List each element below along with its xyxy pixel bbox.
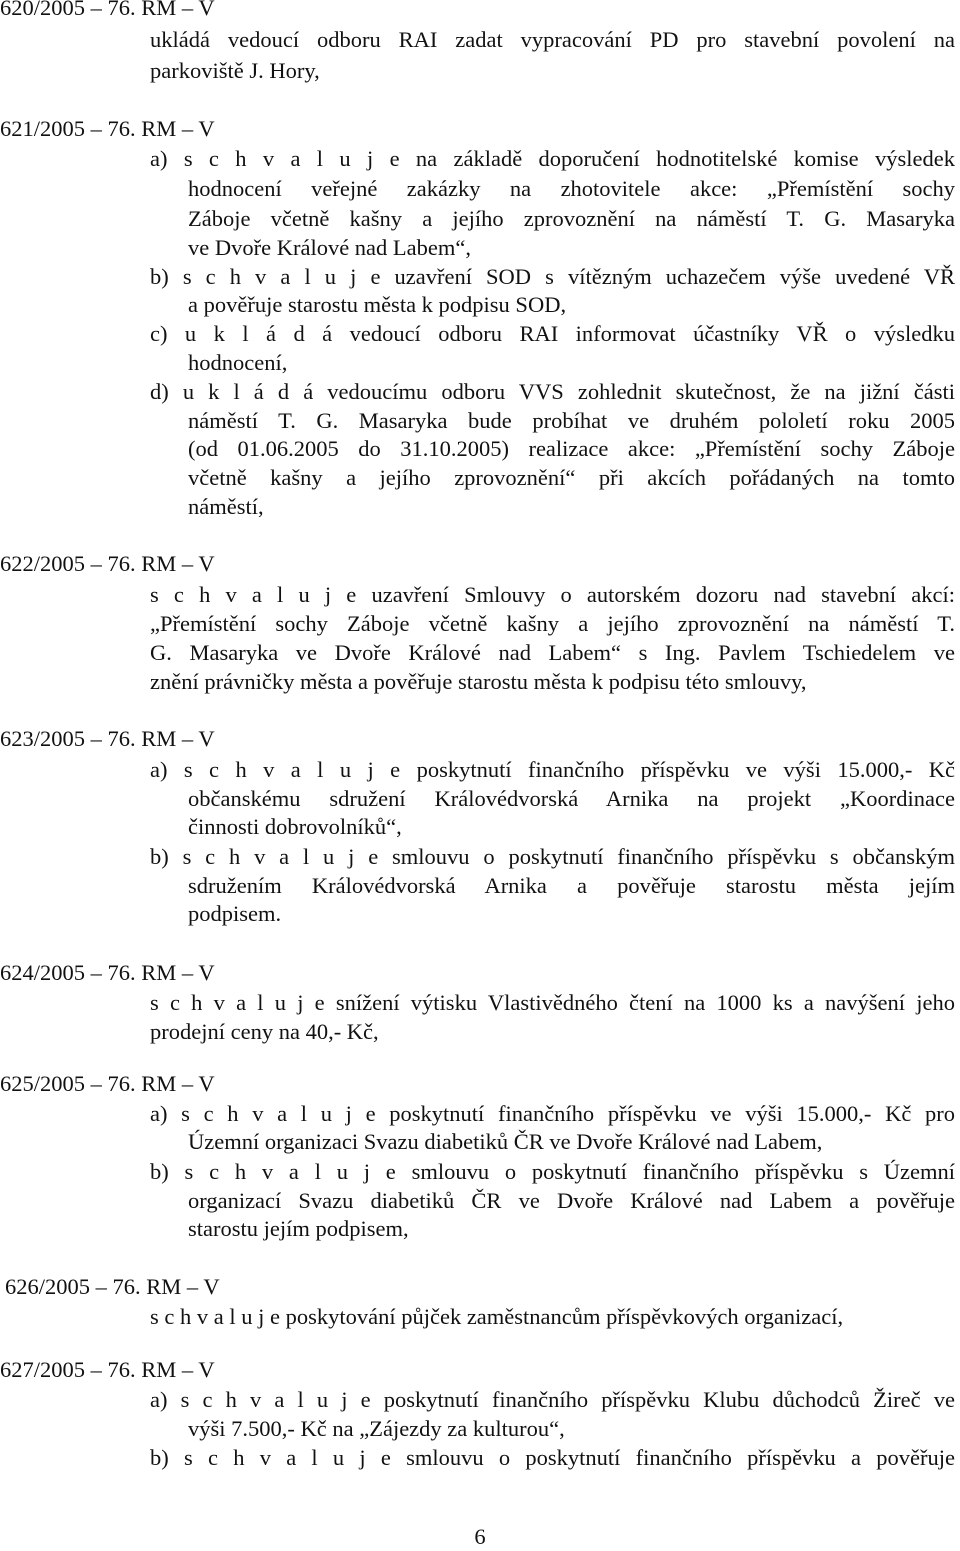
- resolution-line: Záboje včetně kašny a jejího zprovoznění na náměstí T. G. Masaryka: [188, 206, 955, 231]
- resolution-line: organizací Svazu diabetiků ČR ve Dvoře Králové nad Labem a pověřuje: [188, 1188, 955, 1213]
- resolution-line: b) s c h v a l u j e smlouvu o poskytnutí finančního příspěvku a pověřuje: [150, 1445, 955, 1470]
- resolution-line: znění právničky města a pověřuje starostu města k podpisu této smlouvy,: [150, 669, 807, 694]
- resolution-line: ve Dvoře Králové nad Labem“,: [188, 235, 471, 260]
- resolution-line: sdružením Královédvorská Arnika a pověřuje starostu města jejím: [188, 873, 955, 898]
- resolution-line: včetně kašny a jejího zprovoznění“ při akcích pořádaných na tomto: [188, 465, 955, 490]
- resolution-line: a) s c h v a l u j e na základě doporučení hodnotitelské komise výsledek: [150, 146, 955, 171]
- resolution-line: parkoviště J. Hory,: [150, 58, 320, 83]
- resolution-line: Územní organizaci Svazu diabetiků ČR ve Dvoře Králové nad Labem,: [188, 1129, 823, 1154]
- resolution-line: s c h v a l u j e uzavření Smlouvy o autorském dozoru nad stavební akcí:: [150, 582, 955, 607]
- page-number: 6: [474, 1524, 486, 1549]
- resolution-line: ukládá vedoucí odboru RAI zadat vypracování PD pro stavební povolení na: [150, 27, 955, 52]
- resolution-line: a) s c h v a l u j e poskytnutí finančního příspěvku Klubu důchodců Žireč ve: [150, 1387, 955, 1412]
- resolution-header: 623/2005 – 76. RM – V: [0, 726, 215, 751]
- resolution-header: 621/2005 – 76. RM – V: [0, 116, 215, 141]
- resolution-line: s c h v a l u j e poskytování půjček zaměstnancům příspěvkových organizací,: [150, 1304, 844, 1329]
- resolution-line: starostu jejím podpisem,: [188, 1216, 409, 1241]
- resolution-line: b) s c h v a l u j e smlouvu o poskytnutí finančního příspěvku s občanským: [150, 844, 955, 869]
- resolution-line: s c h v a l u j e snížení výtisku Vlastivědného čtení na 1000 ks a navýšení jeho: [150, 990, 955, 1015]
- resolution-line: činnosti dobrovolníků“,: [188, 814, 402, 839]
- resolution-line: d) u k l á d á vedoucímu odboru VVS zohlednit skutečnost, že na jižní části: [150, 379, 955, 404]
- resolution-line: b) s c h v a l u j e smlouvu o poskytnutí finančního příspěvku s Územní: [150, 1159, 955, 1184]
- resolution-header: 625/2005 – 76. RM – V: [0, 1071, 215, 1096]
- resolution-line: náměstí,: [188, 494, 264, 519]
- resolution-line: c) u k l á d á vedoucí odboru RAI informovat účastníky VŘ o výsledku: [150, 321, 955, 346]
- resolution-line: a) s c h v a l u j e poskytnutí finančního příspěvku ve výši 15.000,- Kč pro: [150, 1101, 955, 1126]
- resolution-line: „Přemístění sochy Záboje včetně kašny a jejího zprovoznění na náměstí T.: [150, 611, 955, 636]
- resolution-header: 620/2005 – 76. RM – V: [0, 0, 215, 20]
- resolution-line: občanskému sdružení Královédvorská Arnika na projekt „Koordinace: [188, 786, 955, 811]
- resolution-line: výši 7.500,- Kč na „Zájezdy za kulturou“,: [188, 1416, 565, 1441]
- resolution-header: 624/2005 – 76. RM – V: [0, 960, 215, 985]
- resolution-line: hodnocení veřejné zakázky na zhotovitele akce: „Přemístění sochy: [188, 176, 955, 201]
- resolution-line: a) s c h v a l u j e poskytnutí finančního příspěvku ve výši 15.000,- Kč: [150, 757, 955, 782]
- resolution-line: (od 01.06.2005 do 31.10.2005) realizace akce: „Přemístění sochy Záboje: [188, 436, 955, 461]
- resolution-line: b) s c h v a l u j e uzavření SOD s vítězným uchazečem výše uvedené VŘ: [150, 264, 955, 289]
- resolution-header: 622/2005 – 76. RM – V: [0, 551, 215, 576]
- resolution-line: G. Masaryka ve Dvoře Králové nad Labem“ s Ing. Pavlem Tschiedelem ve: [150, 640, 955, 665]
- resolution-line: podpisem.: [188, 901, 282, 926]
- resolution-header: 626/2005 – 76. RM – V: [5, 1274, 220, 1299]
- resolution-line: a pověřuje starostu města k podpisu SOD,: [188, 292, 567, 317]
- resolution-line: náměstí T. G. Masaryka bude probíhat ve druhém pololetí roku 2005: [188, 408, 955, 433]
- resolution-line: prodejní ceny na 40,- Kč,: [150, 1019, 379, 1044]
- resolution-line: hodnocení,: [188, 350, 288, 375]
- resolution-header: 627/2005 – 76. RM – V: [0, 1357, 215, 1382]
